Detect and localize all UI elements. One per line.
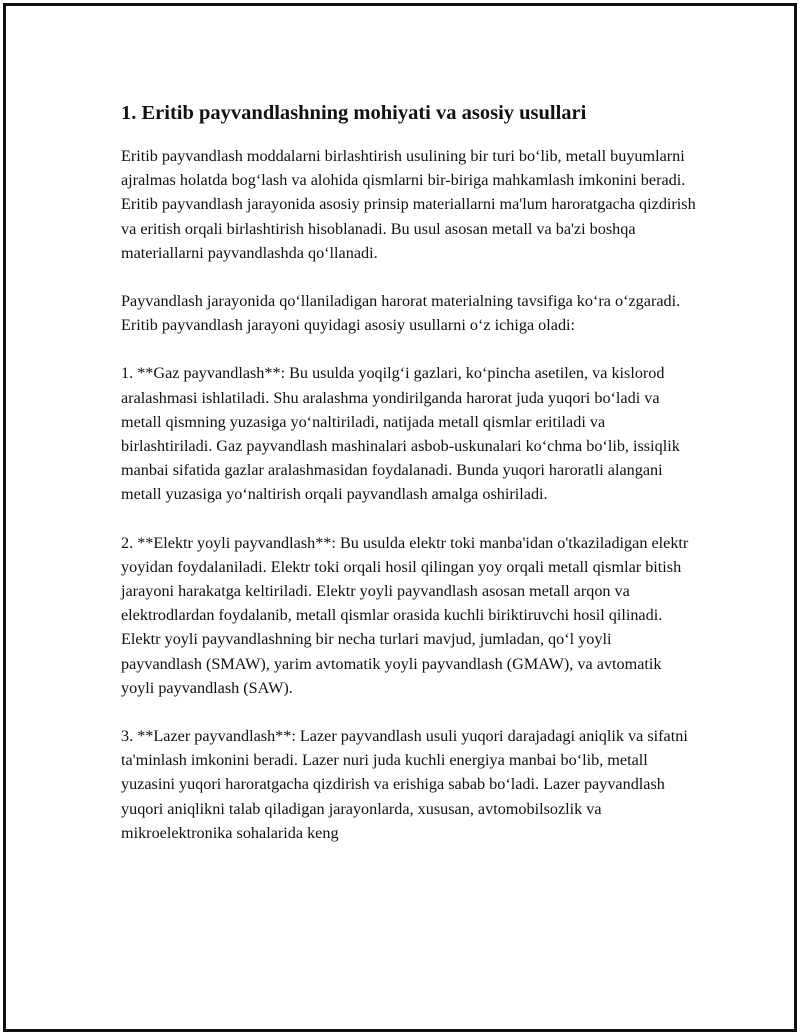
paragraph-methods-overview: Payvandlash jarayonida qo‘llaniladigan harorat materialning tavsifiga ko‘ra o‘zgaradi. Eritib payvandlash jarayoni quyidagi asosiy usullarni o‘z ichiga oladi: (121, 292, 681, 335)
paragraph-arc-welding: 2. **Elektr yoyli payvandlash**: Bu usulda elektr toki manba'idan o'tkaziladigan elektr yoyidan foydalaniladi. Elektr toki orqali hosil qilingan yoy orqali metall qismlar bitish jarayoni harakatga keltiriladi. Elektr yoyli payvandlash asosan metall arqon va elektrodlardan foydalanib, metall qismlar orasida kuchli biriktiruvchi hosil qilinadi. Elektr yoyli payvandlashning bir necha turlari mavjud, jumladan, qo‘l yoyli payvandlash (SMAW), yarim avtomatik yoyli payvandlash (GMAW), va avtomatik yoyli payvandlash (SAW). (121, 533, 689, 697)
paragraph-intro: Eritib payvandlash moddalarni birlashtirish usulining bir turi bo‘lib, metall buyumlarni ajralmas holatda bog‘lash va alohida qismlarni bir-biriga mahkamlash imkonini beradi. Eritib payvandlash jarayonida asosiy prinsip materiallarni ma'lum haroratgacha qizdirish va eritish orqali birlashtirish hisoblanadi. Bu usul asosan metall va ba'zi boshqa materiallarni payvandlashda qo‘llanadi. (121, 147, 696, 262)
paragraph-laser-welding: 3. **Lazer payvandlash**: Lazer payvandlash usuli yuqori darajadagi aniqlik va sifatni ta'minlash imkonini beradi. Lazer nuri juda kuchli energiya manbai bo‘lib, metall yuzasini yuqori haroratgacha qizdirish va erishiga sabab bo‘ladi. Lazer payvandlash yuqori aniqlikni talab qiladigan jarayonlarda, xususan, avtomobilsozlik va mikroelektronika sohalarida keng (121, 727, 688, 842)
paragraph-gas-welding: 1. **Gaz payvandlash**: Bu usulda yoqilg‘i gazlari, ko‘pincha asetilen, va kislorod aralashmasi ishlatiladi. Shu aralashma yondirilganda harorat juda yuqori bo‘ladi va metall qismning yuzasiga yo‘naltiriladi, natijada metall qismlar eritiladi va birlashtiriladi. Gaz payvandlash mashinalari asbob-uskunalari ko‘chma bo‘lib, issiqlik manbai sifatida gazlar aralashmasidan foydalanadi. Bunda yuqori haroratli alangani metall yuzasiga yo‘naltirish orqali payvandlash amalga oshiriladi. (121, 364, 680, 504)
document-body (121, 100, 696, 869)
document-title: 1. Eritib payvandlashning mohiyati va asosiy usullari (121, 102, 587, 124)
page-frame (3, 3, 797, 1032)
